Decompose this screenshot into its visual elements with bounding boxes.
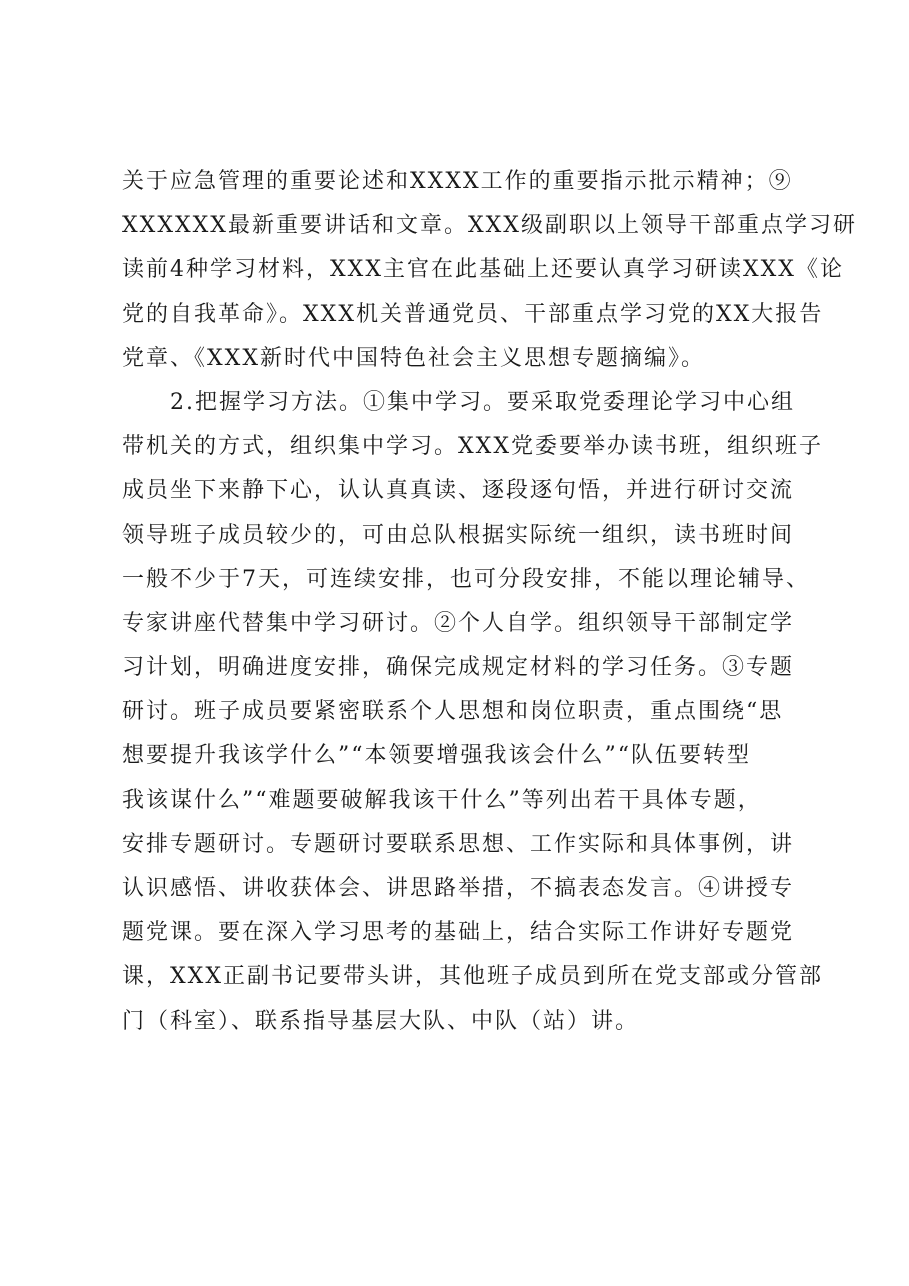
text-line-1: 关于应急管理的重要论述和XXXX工作的重要指示批示精神；⑨ (122, 169, 793, 194)
text-line-12: 习计划，明确进度安排，确保完成规定材料的学习任务。③专题 (122, 655, 795, 681)
text-line-8: 成员坐下来静下心，认认真真读、逐段逐句悟，并进行研讨交流 (122, 478, 795, 504)
text-line-4: 党的自我革命》。XXX机关普通党员、干部重点学习党的XX大报告 (122, 301, 824, 327)
text-line-2: XXXXXX最新重要讲话和文章。XXX级副职以上领导干部重点学习研 (122, 213, 857, 239)
text-line-13: 研讨。班子成员要紧密联系个人思想和岗位职责，重点围绕“思 (122, 699, 784, 725)
text-line-18: 题党课。要在深入学习思考的基础上，结合实际工作讲好专题党 (122, 920, 795, 946)
text-line-17: 认识感悟、讲收获体会、讲思路举措，不搞表态发言。④讲授专 (122, 876, 795, 901)
text-line-11: 专家讲座代替集中学习研讨。②个人自学。组织领导干部制定学 (122, 610, 795, 636)
text-line-7: 带机关的方式，组织集中学习。XXX党委要举办读书班，组织班子 (122, 434, 823, 460)
text-line-9: 领导班子成员较少的，可由总队根据实际统一组织，读书班时间 (122, 522, 795, 548)
document-body (122, 160, 857, 1044)
text-line-15: 我该谋什么”“难题要破解我该干什么”等列出若干具体专题， (122, 787, 762, 813)
text-line-14: 想要提升我该学什么”“本领要增强我该会什么”“队伍要转型 (122, 743, 751, 769)
text-line-19: 课，XXX正副书记要带头讲，其他班子成员到所在党支部或分管部 (122, 964, 823, 990)
text-line-3: 读前4种学习材料，XXX主官在此基础上还要认真学习研读XXX《论 (122, 257, 844, 283)
text-line-10: 一般不少于7天，可连续安排，也可分段安排，不能以理论辅导、 (122, 566, 810, 592)
text-line-20: 门（科室）、联系指导基层大队、中队（站）讲。 (122, 1008, 640, 1034)
text-line-5: 党章、《XXX新时代中国特色社会主义思想专题摘编》。 (122, 345, 705, 371)
paragraph-2-first-line: 2.把握学习方法。①集中学习。要采取党委理论学习中心组 (170, 389, 795, 415)
text-line-16: 安排专题研讨。专题研讨要联系思想、工作实际和具体事例，讲 (122, 831, 795, 857)
